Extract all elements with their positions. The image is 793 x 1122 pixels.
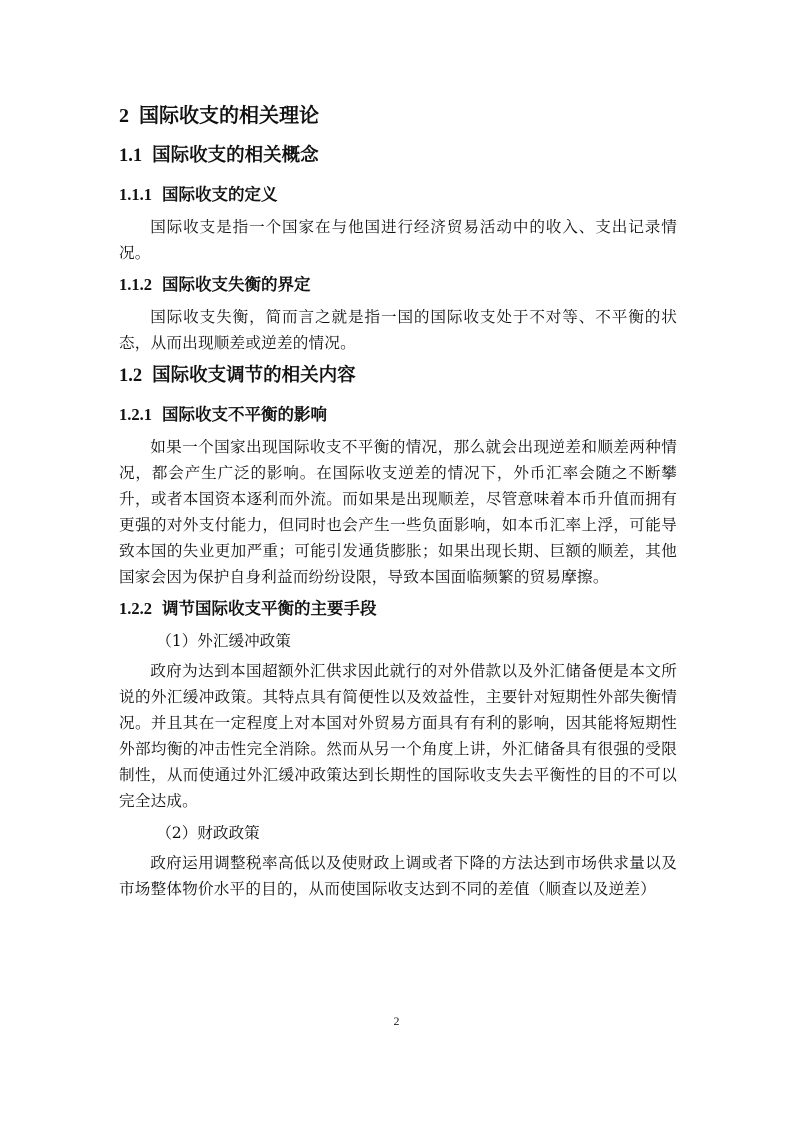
chapter-title: 国际收支的相关理论 [139, 103, 319, 127]
page-content [119, 100, 677, 908]
paragraph-imbalance-definition: 国际收支失衡，简而言之就是指一国的国际收支处于不对等、不平衡的状态，从而出现顺差或逆差的情况。 [119, 308, 677, 352]
section-title: 国际收支的相关概念 [152, 145, 319, 166]
subsection-title: 国际收支的定义 [162, 185, 278, 204]
page-number: 2 [393, 1014, 400, 1028]
section-number: 1.2 [119, 366, 143, 386]
section-title: 国际收支调节的相关内容 [152, 365, 356, 386]
subsection-heading-1-1-2 [119, 272, 677, 298]
subsection-title: 国际收支不平衡的影响 [162, 405, 327, 424]
paragraph-fiscal-policy: 政府运用调整税率高低以及使财政上调或者下降的方法达到市场供求量以及市场整体物价水平的目的，从而使国际收支达到不同的差值（顺查以及逆差） [119, 854, 677, 898]
subsection-heading-1-2-2 [119, 596, 677, 622]
subsection-number: 1.2.2 [119, 599, 152, 618]
subsection-heading-1-2-1 [119, 402, 677, 428]
subsection-number: 1.1.1 [119, 185, 152, 204]
chapter-number: 2 [119, 105, 129, 127]
subsection-number: 1.1.2 [119, 275, 152, 294]
chapter-heading [119, 100, 677, 130]
subsection-title: 调节国际收支平衡的主要手段 [162, 599, 377, 618]
policy-label-fiscal: （2）财政政策 [156, 824, 260, 842]
subsection-title: 国际收支失衡的界定 [162, 275, 311, 294]
section-heading-1-2 [119, 362, 677, 390]
section-heading-1-1 [119, 142, 677, 170]
paragraph-imbalance-impact: 如果一个国家出现国际收支不平衡的情况，那么就会出现逆差和顺差两种情况，都会产生广泛的影响。在国际收支逆差的情况下，外币汇率会随之不断攀升，或者本国资本逐利而外流。而如果是出现顺差，尽管意味着本币升值而拥有更强的对外支付能力，但同时也会产生一些负面影响，如本币汇率上浮，可能导致本国的失业更加严重；可能引发通货膨胀；如果出现长期、巨额的顺差，其他国家会因为保护自身利益而纷纷设限，导致本国面临频繁的贸易摩擦。 [119, 438, 677, 586]
paragraph-definition: 国际收支是指一个国家在与他国进行经济贸易活动中的收入、支出记录情况。 [119, 218, 677, 262]
subsection-heading-1-1-1 [119, 182, 677, 208]
paragraph-forex-buffer: 政府为达到本国超额外汇供求因此就行的对外借款以及外汇储备便是本文所说的外汇缓冲政策。其特点具有简便性以及效益性，主要针对短期性外部失衡情况。并且其在一定程度上对本国对外贸易方面具有有利的影响，因其能将短期性外部均衡的冲击性完全消除。然而从另一个角度上讲，外汇储备具有很强的受限制性，从而使通过外汇缓冲政策达到长期性的国际收支失去平衡性的目的不可以完全达成。 [119, 662, 677, 810]
subsection-number: 1.2.1 [119, 405, 152, 424]
policy-label-forex-buffer: （1）外汇缓冲政策 [156, 632, 291, 650]
section-number: 1.1 [119, 146, 143, 166]
